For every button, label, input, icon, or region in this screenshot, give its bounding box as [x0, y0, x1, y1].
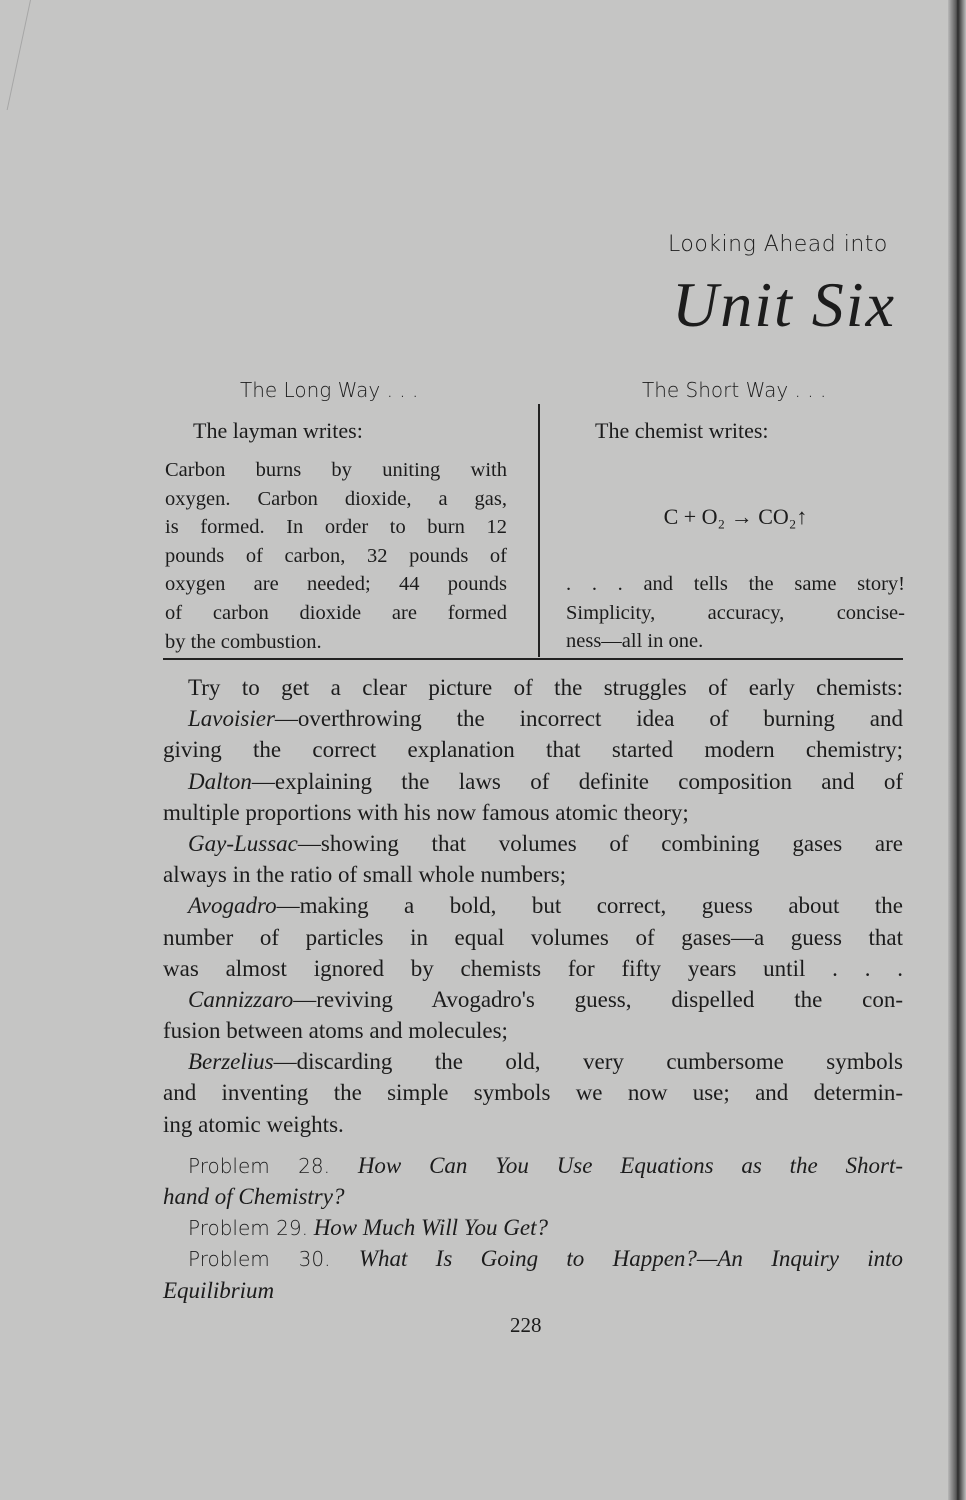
text-line [163, 890, 903, 921]
italic-term: Lavoisier [188, 706, 275, 732]
text-line [163, 1212, 903, 1243]
text-line [163, 1181, 903, 1212]
text-line [163, 828, 903, 859]
text-segment: —overthrowing the incorrect idea of burning and [274, 706, 903, 732]
italic-term: Avogadro [188, 893, 277, 919]
unit-title: Unit Six [672, 269, 896, 340]
text-line [163, 672, 903, 703]
italic-term: How Much Will You Get? [313, 1215, 548, 1241]
problem-label: Problem 30. [188, 1247, 331, 1272]
long-way-heading: The Long Way . . . [240, 378, 419, 402]
italic-term: hand of Chemistry? [163, 1184, 345, 1209]
layman-text [165, 456, 507, 656]
text-segment: —showing that volumes of combining gases are [297, 830, 903, 856]
italic-term: Gay-Lussac [188, 830, 298, 856]
problem-label: Problem 29. [188, 1216, 308, 1241]
text-segment: Try to get a clear picture of the struggles of early chemists: [188, 675, 903, 700]
header-kicker: Looking Ahead into [668, 232, 888, 257]
body-text [163, 672, 903, 1306]
text-line: Carbon burns by uniting with [165, 459, 507, 481]
short-way-heading: The Short Way . . . [642, 378, 827, 402]
text-segment: number of particles in equal volumes of gases—a guess that [163, 924, 903, 950]
text-line: of carbon dioxide are formed [165, 601, 507, 624]
column-divider [538, 404, 540, 657]
text-segment: —reviving Avogadro's guess, dispelled the con- [293, 986, 903, 1012]
text-segment: always in the ratio of small whole numbers; [163, 862, 567, 888]
text-line [163, 953, 903, 984]
italic-term: Equilibrium [163, 1277, 275, 1303]
text-segment: giving the correct explanation that started modern chemistry; [163, 737, 903, 763]
text-line [163, 1046, 903, 1077]
layman-subheading: The layman writes: [193, 418, 363, 443]
section-rule [163, 658, 903, 660]
text-line [163, 1109, 903, 1140]
text-segment: —explaining the laws of definite composition and of [251, 768, 903, 794]
italic-term: How Can You Use Equations as the Short- [357, 1152, 904, 1178]
text-segment: —discarding the old, very cumbersome symbols [273, 1049, 903, 1075]
text-line: . . . and tells the same story! [566, 573, 905, 595]
text-line [163, 922, 903, 953]
text-line [163, 984, 903, 1015]
text-line: ness—all in one. [566, 630, 704, 653]
text-line [163, 1015, 903, 1046]
text-line [163, 766, 903, 797]
italic-term: What Is Going to Happen?—An Inquiry into [358, 1246, 904, 1272]
text-line [163, 734, 903, 765]
chemist-subheading: The chemist writes: [595, 418, 769, 443]
book-spine-edge [948, 0, 966, 1500]
text-segment: fusion between atoms and molecules; [163, 1018, 508, 1044]
text-line [163, 1150, 903, 1181]
text-segment: multiple proportions with his now famous atomic theory; [163, 799, 689, 825]
text-line [163, 703, 903, 734]
text-line [163, 859, 903, 890]
italic-term: Cannizzaro [188, 986, 294, 1012]
page-tear [0, 0, 31, 110]
problem-label: Problem 28. [188, 1153, 330, 1178]
text-segment: was almost ignored by chemists for fifty years until . . . [163, 955, 903, 981]
text-line: oxygen are needed; 44 pounds [165, 573, 507, 596]
text-line: pounds of carbon, 32 pounds of [165, 544, 507, 567]
chemist-text [566, 570, 905, 656]
text-line [163, 1275, 903, 1306]
text-line: by the combustion. [165, 630, 322, 653]
text-line: is formed. In order to burn 12 [165, 516, 507, 539]
chemical-equation: C + O₂ → CO₂↑ [663, 504, 808, 529]
text-segment: ing atomic weights. [163, 1111, 344, 1137]
text-line [163, 1243, 903, 1274]
italic-term: Berzelius [188, 1049, 274, 1075]
text-line: oxygen. Carbon dioxide, a gas, [165, 487, 507, 510]
italic-term: Dalton [188, 768, 252, 794]
text-segment: and inventing the simple symbols we now use; and determin- [163, 1080, 903, 1106]
text-line [163, 797, 903, 828]
text-line: Simplicity, accuracy, concise- [566, 601, 905, 624]
text-segment: —making a bold, but correct, guess about the [276, 893, 903, 919]
page-number: 228 [510, 1313, 542, 1337]
text-line [163, 1077, 903, 1108]
